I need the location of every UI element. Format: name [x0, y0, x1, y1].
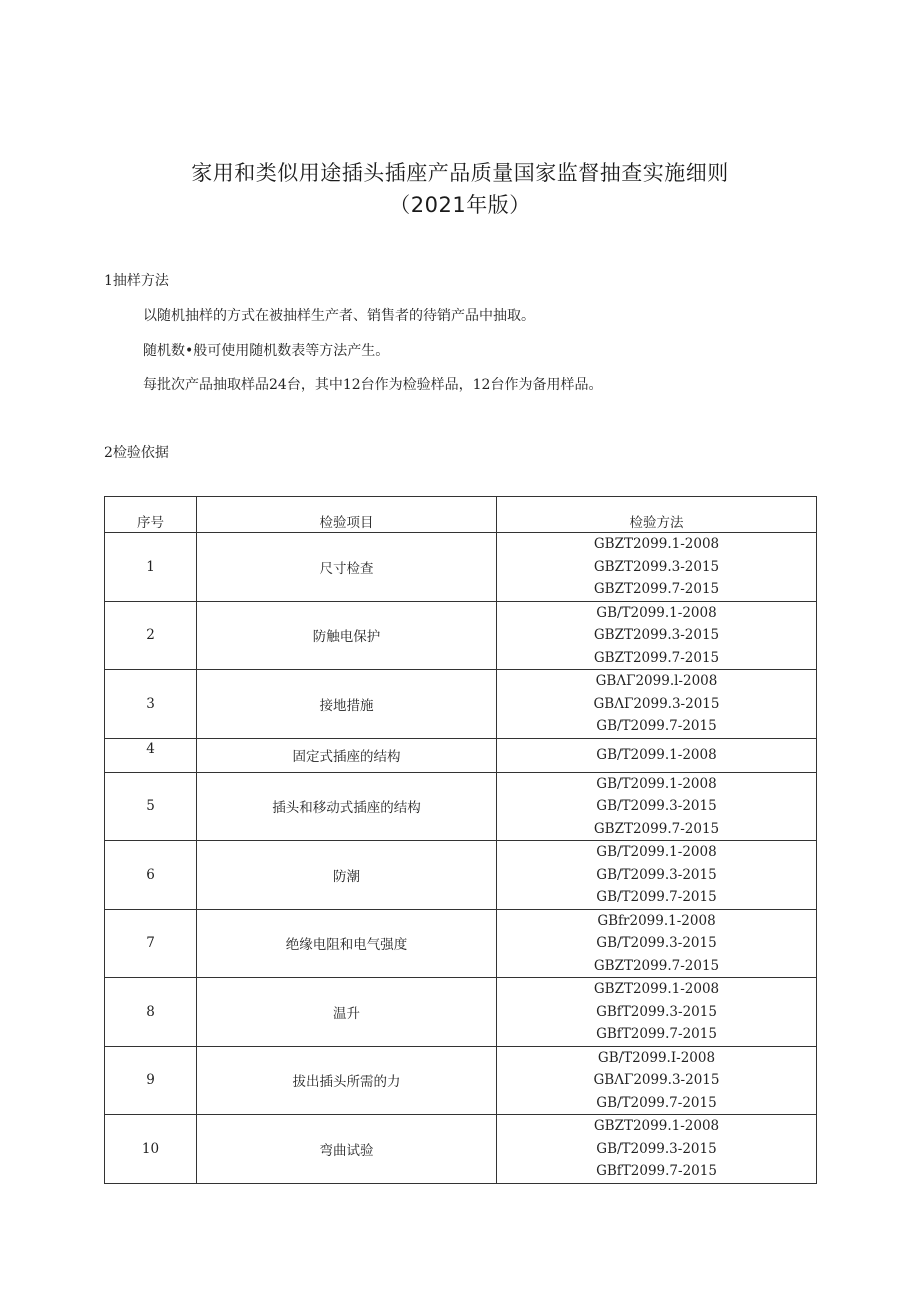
method-standard: GB/T2099.3-2015	[596, 866, 717, 883]
method-standard: GBΛΓ2099.3-2015	[593, 1072, 720, 1088]
table-row	[105, 601, 817, 670]
row-number: 5	[105, 772, 197, 841]
inspection-item: 固定式插座的结构	[197, 738, 497, 772]
inspection-item: 接地措施	[197, 670, 497, 739]
row-number: 7	[105, 909, 197, 978]
table-row	[105, 670, 817, 739]
method-standard: GB/T2099.1-2008	[596, 775, 717, 792]
inspection-methods	[497, 1046, 817, 1115]
inspection-item: 弯曲试验	[197, 1115, 497, 1184]
method-standard: GBZT2099.7-2015	[593, 820, 720, 837]
method-standard: GB/T2099.3-2015	[596, 798, 717, 814]
method-standard: GBZT2099.1-2008	[593, 536, 720, 552]
table-row	[105, 738, 817, 772]
row-number: 4	[105, 738, 197, 772]
inspection-methods	[497, 1115, 817, 1184]
inspection-item: 防触电保护	[197, 601, 497, 670]
row-number: 10	[105, 1115, 197, 1184]
inspection-methods	[497, 533, 817, 602]
table-row	[105, 772, 817, 841]
method-standard: GB/T2099.7-2015	[596, 1094, 717, 1111]
method-standard: GBfr2099.1-2008	[597, 912, 716, 929]
inspection-methods	[497, 772, 817, 841]
method-standard: GBΛΓ2099.3-2015	[593, 695, 720, 712]
row-number: 1	[105, 533, 197, 602]
inspection-methods	[497, 909, 817, 978]
paragraph: 随机数•般可使用随机数表等方法产生。	[143, 343, 390, 359]
table-body	[105, 533, 817, 1184]
method-standard: GBZT2099.3-2015	[593, 627, 720, 643]
row-number: 3	[105, 670, 197, 739]
paragraph: 以随机抽样的方式在被抽样生产者、销售者的待销产品中抽取。	[143, 308, 535, 324]
method-standard: GB/T2099.1-2008	[596, 746, 717, 763]
method-standard: GB/T2099.1-2008	[596, 844, 717, 860]
row-number: 8	[105, 978, 197, 1047]
method-standard: GBZT2099.7-2015	[593, 957, 720, 974]
method-standard: GB/T2099.7-2015	[596, 889, 717, 905]
method-standard: GB/T2099.3-2015	[596, 935, 717, 951]
method-standard: GBZT2099.7-2015	[593, 581, 720, 597]
method-standard: GBZT2099.7-2015	[593, 649, 720, 666]
method-standard: GBZT2099.3-2015	[593, 558, 720, 575]
section-heading-sampling: 1抽样方法	[104, 273, 169, 289]
method-standard: GBfT2099.3-2015	[596, 1003, 717, 1020]
inspection-item: 尺寸检查	[197, 533, 497, 602]
inspection-item: 温升	[197, 978, 497, 1047]
method-standard: GB/T2099.I-2008	[597, 1049, 716, 1066]
method-standard: GBZT2099.1-2008	[593, 981, 720, 997]
table-header-row	[105, 497, 817, 533]
table-row	[105, 909, 817, 978]
inspection-table	[104, 496, 817, 1184]
row-number: 2	[105, 601, 197, 670]
method-standard: GBZT2099.1-2008	[593, 1118, 720, 1134]
method-standard: GBfT2099.7-2015	[596, 1026, 717, 1042]
method-standard: GB/T2099.7-2015	[596, 718, 717, 734]
section-heading-basis: 2检验依据	[104, 445, 169, 461]
method-standard: GB/T2099.1-2008	[596, 604, 717, 621]
document-edition: （2021年版）	[389, 193, 531, 217]
paragraph: 每批次产品抽取样品24台，其中12台作为检验样品，12台作为备用样品。	[143, 377, 603, 393]
inspection-item: 绝缘电阻和电气强度	[197, 909, 497, 978]
method-standard: GBΛΓ2099.l-2008	[595, 673, 718, 689]
header-cell: 序号	[105, 497, 197, 533]
document-title: 家用和类似用途插头插座产品质量国家监督抽查实施细则	[191, 161, 729, 185]
inspection-methods	[497, 601, 817, 670]
row-number: 6	[105, 841, 197, 910]
inspection-methods	[497, 738, 817, 772]
method-standard: GB/T2099.3-2015	[596, 1140, 717, 1157]
row-number: 9	[105, 1046, 197, 1115]
table-row	[105, 978, 817, 1047]
inspection-methods	[497, 670, 817, 739]
header-cell: 检验项目	[197, 497, 497, 533]
inspection-item: 防潮	[197, 841, 497, 910]
table-row	[105, 841, 817, 910]
inspection-item: 插头和移动式插座的结构	[197, 772, 497, 841]
inspection-methods	[497, 978, 817, 1047]
inspection-methods	[497, 841, 817, 910]
table-row	[105, 1115, 817, 1184]
table-row	[105, 1046, 817, 1115]
header-cell: 检验方法	[497, 497, 817, 533]
table-row	[105, 533, 817, 602]
inspection-item: 拔出插头所需的力	[197, 1046, 497, 1115]
method-standard: GBfT2099.7-2015	[596, 1163, 717, 1179]
